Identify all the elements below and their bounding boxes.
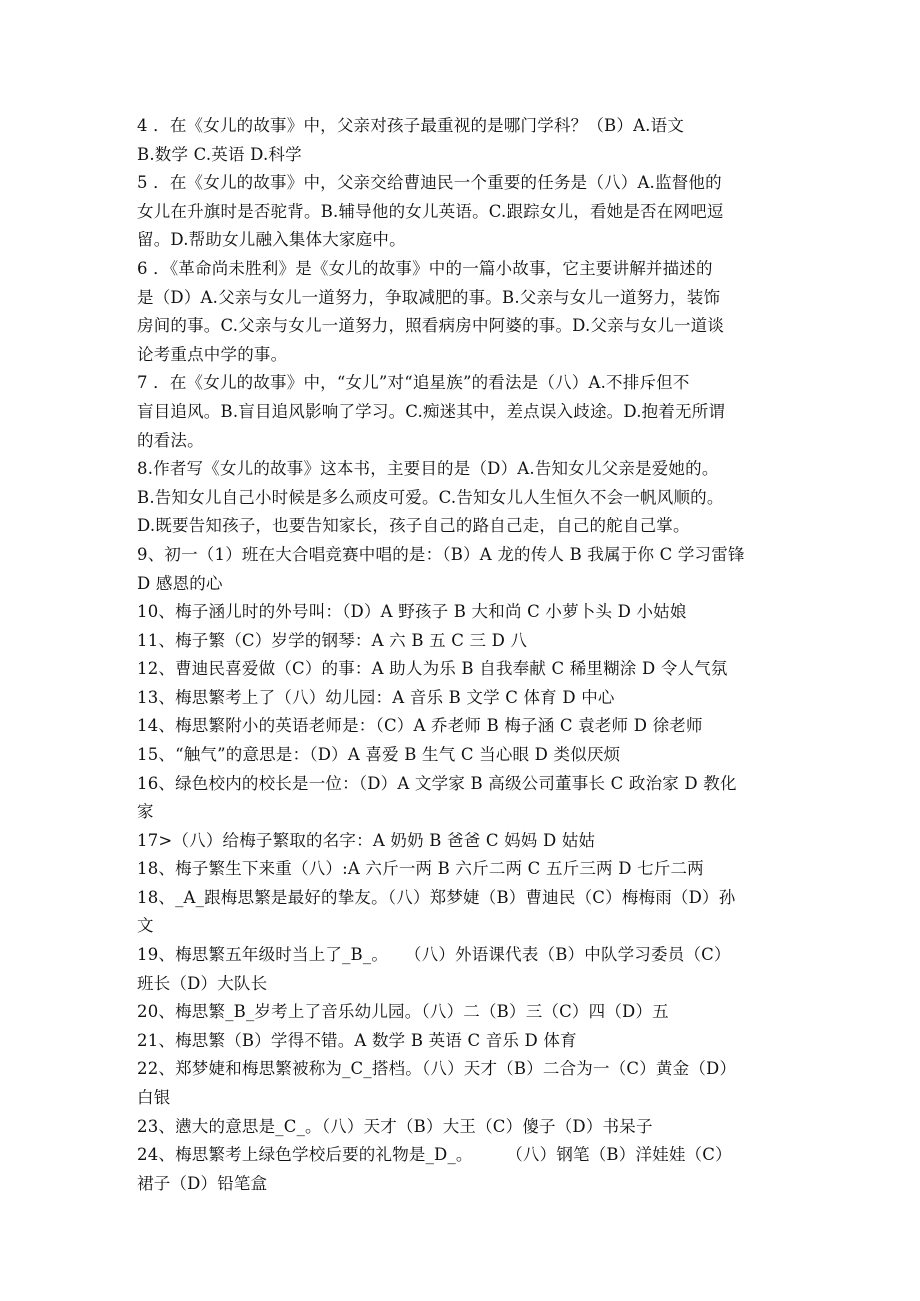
text-line: 23、懑大的意思是_C_。（八）天才（B）大王（C）傻子（D）书呆子 (137, 1117, 653, 1136)
text-line: 16、绿色校内的校长是一位：（D）A 文学家 B 高级公司董事长 C 政治家 D 教化 (137, 774, 737, 793)
text-line: D.既要告知孩子，也要告知家长，孩子自己的路自己走，自己的舵自己掌。 (137, 516, 690, 535)
text-line: 6 ．《革命尚未胜利》是《女儿的故事》中的一篇小故事，它主要讲解并描述的 (137, 259, 713, 278)
text-line: 盲目追风。B.盲目追风影响了学习。C.痴迷其中，差点误入歧途。D.抱着无所谓 (137, 402, 726, 421)
text-line: 21、梅思繁（B）学得不错。A 数学 B 英语 C 音乐 D 体育 (137, 1031, 577, 1050)
text-line: 女儿在升旗时是否驼背。B.辅导他的女儿英语。C.跟踪女儿，看她是否在网吧逗 (137, 202, 724, 221)
text-line: 5 ．在《女儿的故事》中，父亲交给曹迪民一个重要的任务是（八）A.监督他的 (137, 173, 722, 192)
text-line: 文 (137, 916, 154, 935)
text-line: 18、梅子繁生下来重（八）:A 六斤一两 B 六斤二两 C 五斤三两 D 七斤二两 (137, 859, 704, 878)
text-line: 9、初一（1）班在大合唱竞赛中唱的是：（B）A 龙的传人 B 我属于你 C 学习雷锋 (137, 545, 745, 564)
text-line: 4 ．在《女儿的故事》中，父亲对孩子最重视的是哪门学科？（B）A.语文 (137, 116, 685, 135)
text-line: 12、曹迪民喜爱做（C）的事：A 助人为乐 B 自我奉献 C 稀里糊涂 D 令人气氛 (137, 659, 728, 678)
text-line: 的看法。 (137, 431, 204, 450)
text-line: 10、梅子涵儿时的外号叫：（D）A 野孩子 B 大和尚 C 小萝卜头 D 小姑娘 (137, 602, 687, 621)
text-line: 班长（D）大队长 (137, 974, 268, 993)
text-line: 房间的事。C.父亲与女儿一道努力，照看病房中阿婆的事。D.父亲与女儿一道谈 (137, 316, 725, 335)
text-line: 15、“触气”的意思是：（D）A 喜爱 B 生气 C 当心眼 D 类似厌烦 (137, 745, 621, 764)
text-line: 8.作者写《女儿的故事》这本书，主要目的是（D）A.告知女儿父亲是爱她的。 (137, 459, 719, 478)
text-line: 22、郑梦婕和梅思繁被称为_C_搭档。（八）天才（B）二合为一（C）黄金（D） (137, 1059, 737, 1078)
text-line: 13、梅思繁考上了（八）幼儿园：A 音乐 B 文学 C 体育 D 中心 (137, 688, 615, 707)
text-line: 裙子（D）铅笔盒 (137, 1174, 268, 1193)
text-line: D 感恩的心 (137, 574, 223, 593)
text-line: 24、梅思繁考上绿色学校后要的礼物是_D_。 （八）钢笔（B）洋娃娃（C） (137, 1145, 732, 1164)
text-line: 20、梅思繁_B_岁考上了音乐幼儿园。（八）二（B）三（C）四（D）五 (137, 1002, 669, 1021)
text-line: B.数学 C.英语 D.科学 (137, 145, 302, 164)
text-line: 19、梅思繁五年级时当上了_B_。 （八）外语课代表（B）中队学习委员（C） (137, 945, 731, 964)
text-line: 14、梅思繁附小的英语老师是：（C）A 乔老师 B 梅子涵 C 袁老师 D 徐老师 (137, 716, 703, 735)
text-line: 家 (137, 802, 154, 821)
text-line: 18、_A_跟梅思繁是最好的挚友。（八）郑梦婕（B）曹迪民（C）梅梅雨（D）孙 (137, 888, 736, 907)
text-line: B.告知女儿自己小时候是多么顽皮可爱。C.告知女儿人生恒久不会一帆风顺的。 (137, 488, 724, 507)
text-line: 7 ．在《女儿的故事》中，“女儿”对“追星族”的看法是（八）A.不排斥但不 (137, 373, 690, 392)
text-line: 17>（八）给梅子繁取的名字：A 奶奶 B 爸爸 C 妈妈 D 姑姑 (137, 831, 596, 850)
text-line: 留。D.帮助女儿融入集体大家庭中。 (137, 230, 406, 249)
text-line: 11、梅子繁（C）岁学的钢琴：A 六 B 五 C 三 D 八 (137, 631, 528, 650)
text-line: 论考重点中学的事。 (137, 345, 288, 364)
text-line: 是（D）A.父亲与女儿一道努力，争取减肥的事。B.父亲与女儿一道努力，装饰 (137, 288, 721, 307)
text-line: 白银 (137, 1088, 171, 1107)
